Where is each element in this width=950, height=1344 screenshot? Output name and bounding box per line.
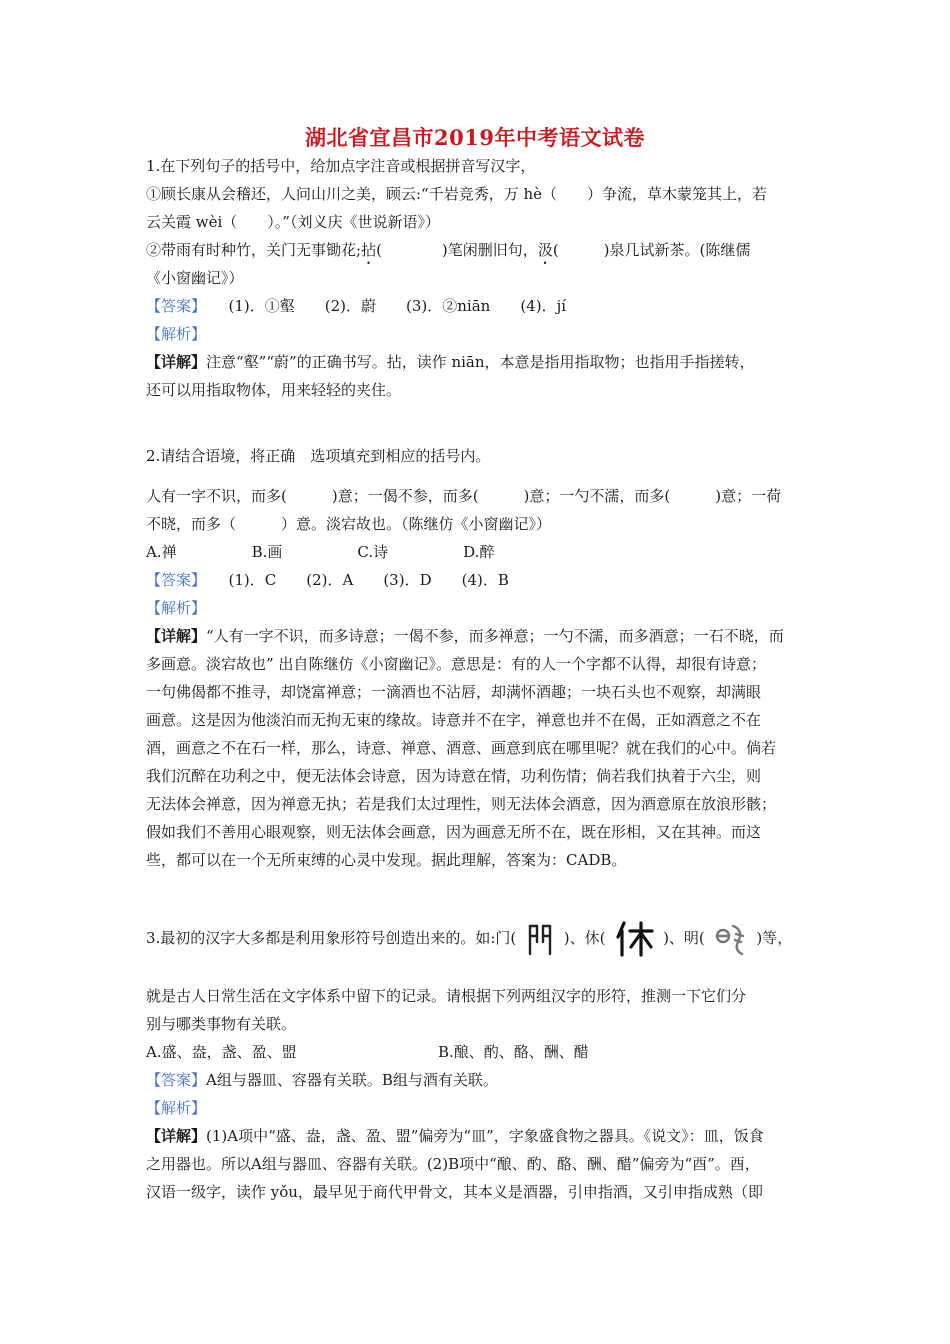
- pictograph-ming-image: [714, 920, 748, 958]
- q3-prompt-cont-2: 别与哪类事物有关联。: [146, 1015, 297, 1033]
- q2-detail-line-6: 我们沉醉在功利之中，便无法体会诗意，因为诗意在情，功利伤情；倘若我们执着于六尘，则: [146, 767, 762, 785]
- q1-detail-cont: 还可以用指取物体，用来轻轻的夹住。: [146, 381, 402, 399]
- q2-detail-line-7: 无法体会禅意，因为禅意无执；若是我们太过理性，则无法体会酒意，因为酒意原在放浪形骸；: [146, 795, 777, 813]
- pictograph-xiu-image: [614, 919, 654, 959]
- q3-prompt-cont: 就是古人日常生活在文字体系中留下的记录。请根据下列两组汉字的形符，推测一下它们分: [146, 987, 747, 1005]
- q2-prompt: 2.请结合语境，将正确 选项填充到相应的括号内。: [146, 447, 491, 465]
- dotted-char-nian: 拈: [361, 241, 377, 259]
- q3-answer: 【答案】A组与器皿、容器有关联。B组与酒有关联。: [146, 1071, 498, 1089]
- q2-options: A.禅 B.画 C.诗 D.醉: [146, 543, 495, 561]
- answer-label: 【答案】: [146, 571, 199, 589]
- page-title: 湖北省宜昌市2019年中考语文试卷: [305, 125, 645, 150]
- q3-prompt: 3.最初的汉字大多都是利用象形符号创造出来的。如:门( )、休( )、明( )等，: [146, 918, 816, 959]
- q3-analysis-label: 【解析】: [146, 1099, 207, 1117]
- q3-option-a: A.盛、盎，盏、盈、盟: [146, 1043, 297, 1061]
- q2-detail-line-4: 画意。这是因为他淡泊而无拘无束的缘故。诗意并不在字，禅意也并不在偈，正如酒意之不在: [146, 711, 762, 729]
- q2-passage: 人有一字不识，而多( )意；一偈不参，而多( )意；一勺不濡，而多( )意；一荷: [146, 487, 782, 505]
- q1-prompt: 1.在下列句子的括号中，给加点字注音或根据拼音写汉字，: [146, 157, 536, 175]
- detail-label: 【详解】: [146, 353, 207, 371]
- q1-sentence-1: ①顾长康从会稽还，人问山川之美，顾云:“千岩竞秀，万 hè（ ）争流，草木蒙笼其上，若: [146, 185, 768, 203]
- q2-analysis-label: 【解析】: [146, 599, 207, 617]
- q3-detail: 【详解】(1)A项中“盛、盎，盏、盈、盟”偏旁为“皿”，字象盛食物之器具。《说文》：皿，饭食: [146, 1127, 764, 1145]
- q3-detail-line-2: 之用器也。所以A组与器皿、容器有关联。(2)B项中“酿、酌、酪、酬、醋”偏旁为“酉”。酉，: [146, 1155, 760, 1173]
- q2-detail-line-3: 一句佛偈都不推寻，却饶富禅意；一滴酒也不沾唇，却满怀酒趣；一块石头也不观察，却满眼: [146, 683, 762, 701]
- q1-sentence-2-cont: 《小窗幽记》）: [146, 269, 244, 287]
- q3-options: [146, 1042, 816, 1062]
- q1-answer: 【答案】 (1)．①壑 (2)．蔚 (3)．②niān (4)．jí: [146, 297, 567, 315]
- q1-analysis-label: 【解析】: [146, 325, 207, 343]
- answer-label: 【答案】: [146, 1071, 207, 1089]
- q1-detail: 【详解】注意“壑”“蔚”的正确书写。拈，读作 niān，本意是指用指取物；也指用手指搓转，: [146, 353, 755, 371]
- q2-passage-cont: 不晓，而多（ ）意。淡宕故也。（陈继仿《小窗幽记》）: [146, 515, 552, 533]
- dotted-char-ji: 汲: [537, 241, 553, 259]
- q2-answer: 【答案】 (1)．C (2)．A (3)．D (4)．B: [146, 571, 509, 589]
- q2-detail-line-5: 酒，画意之不在石一样，那么，诗意、禅意、酒意、画意到底在哪里呢？就在我们的心中。倘若: [146, 739, 777, 757]
- q2-detail-line-8: 假如我们不善用心眼观察，则无法体会画意，因为画意无所不在，既在形相，又在其神。而这: [146, 823, 762, 841]
- q2-detail-line-9: 些，都可以在一个无所束缚的心灵中发现。据此理解，答案为：CADB。: [146, 851, 627, 869]
- q1-sentence-2: ②带雨有时种竹，关门无事锄花;拈( )笔闲删旧句，汲( )泉几试新茶。(陈继儒: [146, 241, 751, 259]
- q2-detail: 【详解】“人有一字不识，而多诗意；一偈不参，而多禅意；一勺不濡，而多酒意；一石不晓，而: [146, 627, 784, 645]
- q3-detail-line-3: 汉语一级字，读作 yǒu，最早见于商代甲骨文，其本义是酒器，引申指酒，又引申指成熟（即: [146, 1183, 763, 1201]
- q2-detail-line-2: 多画意。淡宕故也” 出自陈继仿《小窗幽记》。意思是：有的人一个字都不认得，却很有诗意；: [146, 655, 766, 673]
- q3-option-b: B.酿、酌、酪、酬、醋: [438, 1043, 589, 1061]
- q1-sentence-1-cont: 云关霞 wèi（ ）。”（刘义庆《世说新语》）: [146, 213, 440, 231]
- detail-label: 【详解】: [146, 1127, 207, 1145]
- answer-label: 【答案】: [146, 297, 199, 315]
- detail-label: 【详解】: [146, 627, 207, 645]
- pictograph-men-image: [525, 920, 555, 958]
